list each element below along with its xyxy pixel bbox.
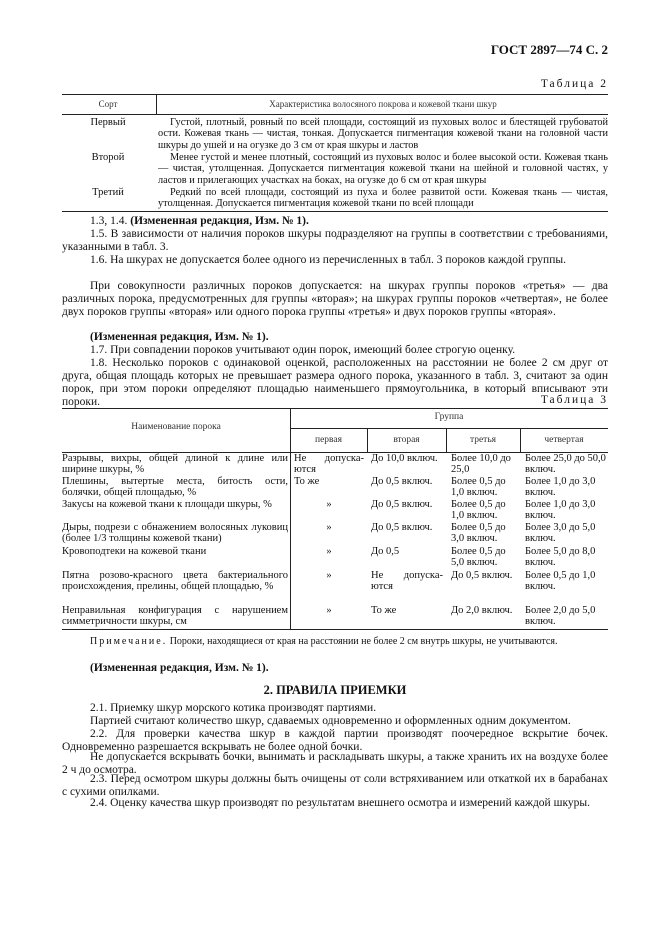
table2-desc: Менее густой и менее плотный, состоящий из пуховых волос и более высокой ости. Кожевая ткань — чистая, утолщенная. Допускается пигментация кожевой ткани на шейной и головной частях, у ластов и прилегающих участках на боках, на огузке до 6 см от края шкуры (158, 152, 608, 186)
table3-defect-name: Кровоподтеки на кожевой ткани (62, 546, 207, 557)
table3-group-3: третья (469, 435, 497, 445)
table3-cell: То же (371, 605, 397, 616)
table3-caption: Таблица 3 (540, 394, 608, 406)
amendment-note: (Измененная редакция, Изм. № 1). (90, 662, 269, 674)
table3-cell: » (326, 570, 332, 581)
paragraph: 2.3. Перед осмотром шкуры должны быть очищены от соли встряхиванием или откаткой их в барабанах с сухими опилками. (62, 773, 608, 798)
table2-desc: Густой, плотный, ровный по всей площади, состоящий из пуховых волос и блестящей грубоватой ости. Кожевая ткань — чистая, тонкая. Допускается пигментация кожевой ткани на головной части шкуры до ушей и на огузке до 3 см от края шкуры и ластов (158, 117, 608, 151)
table3-defect-name: Разрывы, вихры, общей длиной к длине или ширине шкуры, % (62, 453, 288, 476)
paragraph: 2.1. Приемку шкур морского котика производят партиями. (90, 702, 377, 714)
table2-caption: Таблица 2 (540, 78, 608, 90)
paragraph: 2.2. Для проверки качества шкур в каждой партии производят поочередное вскрытие бочек. Одновременно разрешается вскрывать не более одной бочки. (62, 728, 608, 753)
table3-cell: Более 0,5 до 1,0 включ. (525, 570, 596, 593)
table3-cell: Более 0,5 до 1,0 включ. (451, 499, 506, 522)
table3-cell: Более 0,5 до 3,0 включ. (451, 522, 506, 545)
table3-defect-name: Неправильная конфигурация с нарушением симметричности шкуры, см (62, 605, 288, 628)
table2-sort: Второй (91, 152, 125, 163)
table3-cell: То же (294, 476, 320, 487)
table3-cell: До 0,5 включ. (371, 476, 433, 487)
paragraph: 1.3, 1.4. (Измененная редакция, Изм. № 1). (90, 215, 309, 227)
table3-cell: До 0,5 включ. (451, 570, 513, 581)
table2-desc: Редкий по всей площади, состоящий из пуха и более развитой ости. Кожевая ткань — чистая, утолщенная. Допускается пигментация кожевой ткани по всей площади (158, 187, 608, 210)
table2-header-divider (156, 94, 157, 114)
table2-top-rule (62, 94, 608, 95)
table3-cell: Не допуска-ются (294, 453, 364, 476)
table2-sort: Третий (92, 187, 124, 198)
paragraph: Партией считают количество шкур, сдаваемых одновременно и оформленных одним документом. (90, 715, 571, 727)
table3-note: Примечание. Пороки, находящиеся от края на расстоянии не более 2 см внутрь шкуры, не учитываются. (90, 636, 558, 647)
table3-cell: Более 3,0 до 5,0 включ. (525, 522, 596, 545)
table3-group-1: первая (315, 435, 342, 445)
paragraph: При совокупности различных пороков допускается: на шкурах группы пороков «третья» — два различных порока, предусмотренных для группы «вторая»; на шкурах группы пороков «четвертая», не более двух пороков группы «вторая» или одного порока группы «третья» и двух пороков группы «вторая». (62, 280, 608, 318)
table3-cell: До 0,5 включ. (371, 499, 433, 510)
table3-cell: Более 1,0 до 3,0 включ. (525, 476, 596, 499)
table2-col-desc: Характеристика волосяного покрова и кожевой ткани шкур (269, 99, 497, 109)
table2-header-rule (62, 114, 608, 115)
table3-body-divider (290, 452, 291, 629)
table3-defect-name: Закусы на кожевой ткани к площади шкуры, % (62, 499, 272, 510)
table3-cell: » (326, 499, 332, 510)
table3-top-rule (62, 408, 608, 409)
table3-cell: Более 2,0 до 5,0 включ. (525, 605, 596, 628)
paragraph: 1.7. При совпадении пороков учитывают один порок, имеющий более строгую оценку. (90, 344, 516, 356)
paragraph: 1.5. В зависимости от наличия пороков шкуры подразделяют на группы в соответствии с требованиями, указанными в табл. 3. (62, 228, 608, 253)
table3-cell: Более 0,5 до 1,0 включ. (451, 476, 506, 499)
table3-cell: Более 5,0 до 8,0 включ. (525, 546, 596, 569)
table3-cell: » (326, 546, 332, 557)
table2-sort: Первый (90, 117, 126, 128)
table2-col-sort: Сорт (98, 99, 118, 109)
table3-cell: До 2,0 включ. (451, 605, 513, 616)
table3-cell: Более 25,0 до 50,0 включ. (525, 453, 606, 476)
paragraph: 1.8. Несколько пороков с одинаковой оценкой, расположенных на расстоянии не более 2 см друг от друга, общая площадь которых не превышает размера одного порока, указанного в табл. 3, считают за один порок, при этом пороки определяют площадью наименьшего прямоугольника, в который вписывают эти пороки. (62, 357, 608, 408)
table3-group-4: четвертая (544, 435, 584, 445)
table3-cell: Не допуска-ются (371, 570, 443, 593)
table3-col-group: Группа (434, 412, 464, 422)
paragraph: Не допускается вскрывать бочки, вынимать и раскладывать шкуры, а также хранить их на воздухе более 2 ч до осмотра. (62, 751, 608, 776)
paragraph: 2.4. Оценку качества шкур производят по результатам внешнего осмотра и измерений каждой шкуры. (90, 797, 590, 809)
table3-group-rule (290, 428, 608, 429)
table3-cell: До 0,5 включ. (371, 522, 433, 533)
section-title: 2. ПРАВИЛА ПРИЕМКИ (263, 683, 407, 697)
table3-defect-name: Пятна розово-красного цвета бактериального происхождения, прелины, общей площадью, % (62, 570, 288, 593)
table3-cell: Более 0,5 до 5,0 включ. (451, 546, 506, 569)
table3-bottom-rule (62, 629, 608, 630)
table3-cell: Более 1,0 до 3,0 включ. (525, 499, 596, 522)
table3-cell: До 10,0 включ. (371, 453, 438, 464)
table3-cell: До 0,5 (371, 546, 400, 557)
table3-cell: » (326, 522, 332, 533)
table3-defect-name: Дыры, подрези с обнажением волосяных луковиц (более 1/3 толщины кожевой ткани) (62, 522, 288, 545)
table2-bottom-rule (62, 211, 608, 212)
paragraph: 1.6. На шкурах не допускается более одного из перечисленных в табл. 3 пороков каждой группы. (90, 254, 566, 266)
table3-group-2: вторая (393, 435, 420, 445)
table3-cell: » (326, 605, 332, 616)
table3-col-name: Наименование порока (131, 422, 221, 432)
amendment-note: (Измененная редакция, Изм. № 1). (90, 331, 269, 343)
table3-cell: Более 10,0 до 25,0 (451, 453, 511, 476)
page-header: ГОСТ 2897—74 С. 2 (490, 42, 608, 57)
table3-defect-name: Плешины, вытертые места, битость ости, болячки, общей площадью, % (62, 476, 288, 499)
